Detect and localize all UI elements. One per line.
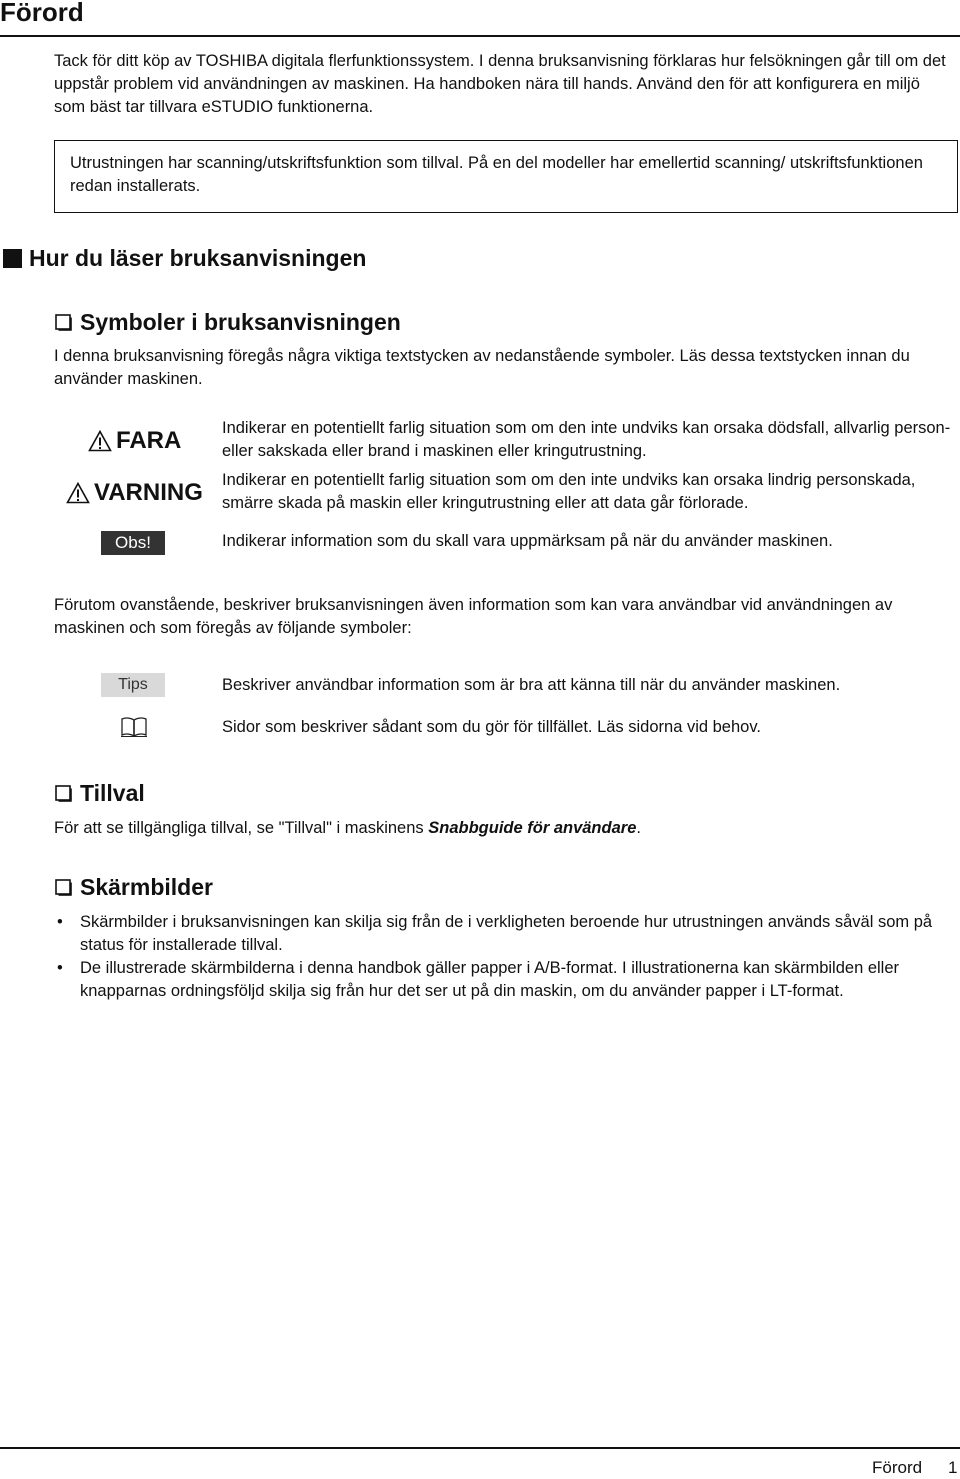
note-box bbox=[54, 140, 958, 213]
checkbox-square-icon bbox=[55, 314, 72, 331]
warning-triangle-icon bbox=[88, 430, 112, 452]
warning-label-text: VARNING bbox=[94, 479, 203, 506]
screens-bullet-list bbox=[54, 911, 954, 1003]
footer-section: Förord bbox=[872, 1458, 923, 1477]
section-heading-how-to-read bbox=[2, 243, 366, 273]
warning-label bbox=[66, 479, 203, 507]
subheading-text: Skärmbilder bbox=[80, 874, 213, 900]
tips-description: Beskriver användbar information som är bra att känna till när du använder maskinen. bbox=[222, 676, 841, 694]
tips-badge: Tips bbox=[101, 673, 165, 697]
checkbox-square-icon bbox=[55, 879, 72, 896]
list-item bbox=[54, 911, 954, 957]
bullet-icon: • bbox=[57, 913, 63, 931]
options-guide-title: Snabbguide för användare bbox=[428, 819, 637, 837]
note-badge: Obs! bbox=[101, 531, 165, 555]
page-number: 1 bbox=[948, 1458, 958, 1477]
other-symbols-intro: Förutom ovanstående, beskriver bruksanvisningen även information som kan vara användbar vid användningen av maskinen och som föregås av följande symboler: bbox=[54, 596, 893, 637]
subheading-options bbox=[55, 778, 145, 808]
book-icon bbox=[120, 716, 148, 738]
options-text-before: För att se tillgängliga tillval, se "Tillval" i maskinens bbox=[54, 819, 429, 837]
subheading-text: Tillval bbox=[80, 780, 145, 806]
note-description: Indikerar information som du skall vara uppmärksam på när du använder maskinen. bbox=[222, 532, 833, 550]
danger-label bbox=[88, 427, 181, 455]
bullet-icon: • bbox=[57, 959, 63, 977]
list-item-text: De illustrerade skärmbilderna i denna handbok gäller papper i A/B-format. I illustrationerna kan skärmbilden eller knapparnas ordningsföljd skilja sig från hur det ser ut på din maskin, om du använder papper i LT-format. bbox=[80, 959, 900, 1000]
subheading-screens bbox=[55, 872, 213, 902]
list-item-text: Skärmbilder i bruksanvisningen kan skilja sig från de i verkligheten beroende hur utrustningen används såväl som på status för installerade tillval. bbox=[80, 913, 933, 954]
list-item bbox=[54, 957, 954, 1003]
subheading-symbols bbox=[55, 307, 401, 337]
options-text-after: . bbox=[636, 819, 641, 837]
warning-description: Indikerar en potentiellt farlig situation som om den inte undviks kan orsaka lindrig personskada, smärre skada på maskin eller kringutrustning eller att data går förlorade. bbox=[222, 471, 916, 512]
checkbox-square-icon bbox=[55, 785, 72, 802]
danger-label-text: FARA bbox=[116, 427, 182, 454]
filled-square-icon bbox=[3, 249, 22, 268]
warning-triangle-icon bbox=[66, 482, 90, 504]
page-title: Förord bbox=[0, 0, 84, 27]
section-heading-text: Hur du läser bruksanvisningen bbox=[29, 245, 367, 271]
note-box-text: Utrustningen har scanning/utskriftsfunktion som tillval. På en del modeller har emellertid scanning/ utskriftsfunktionen redan installerats. bbox=[70, 154, 923, 195]
subheading-text: Symboler i bruksanvisningen bbox=[80, 309, 401, 335]
title-divider bbox=[0, 35, 960, 37]
symbols-intro: I denna bruksanvisning föregås några viktiga textstycken av nedanstående symboler. Läs dessa textstycken innan du använder maskinen. bbox=[54, 347, 910, 388]
danger-description: Indikerar en potentiellt farlig situation som om den inte undviks kan orsaka dödsfall, allvarlig person- eller sakskada eller brand i maskinen eller kringutrustning. bbox=[222, 419, 951, 460]
book-description: Sidor som beskriver sådant som du gör för tillfället. Läs sidorna vid behov. bbox=[222, 718, 761, 736]
options-text bbox=[54, 817, 954, 840]
footer-divider bbox=[0, 1447, 960, 1449]
intro-paragraph: Tack för ditt köp av TOSHIBA digitala flerfunktionssystem. I denna bruksanvisning förklaras hur felsökningen går till om det uppstår problem vid användningen av maskinen. Ha handboken nära till hands. Använd den för att konfigurera en miljö som bäst tar tillvara eSTUDIO funktionerna. bbox=[54, 52, 946, 116]
